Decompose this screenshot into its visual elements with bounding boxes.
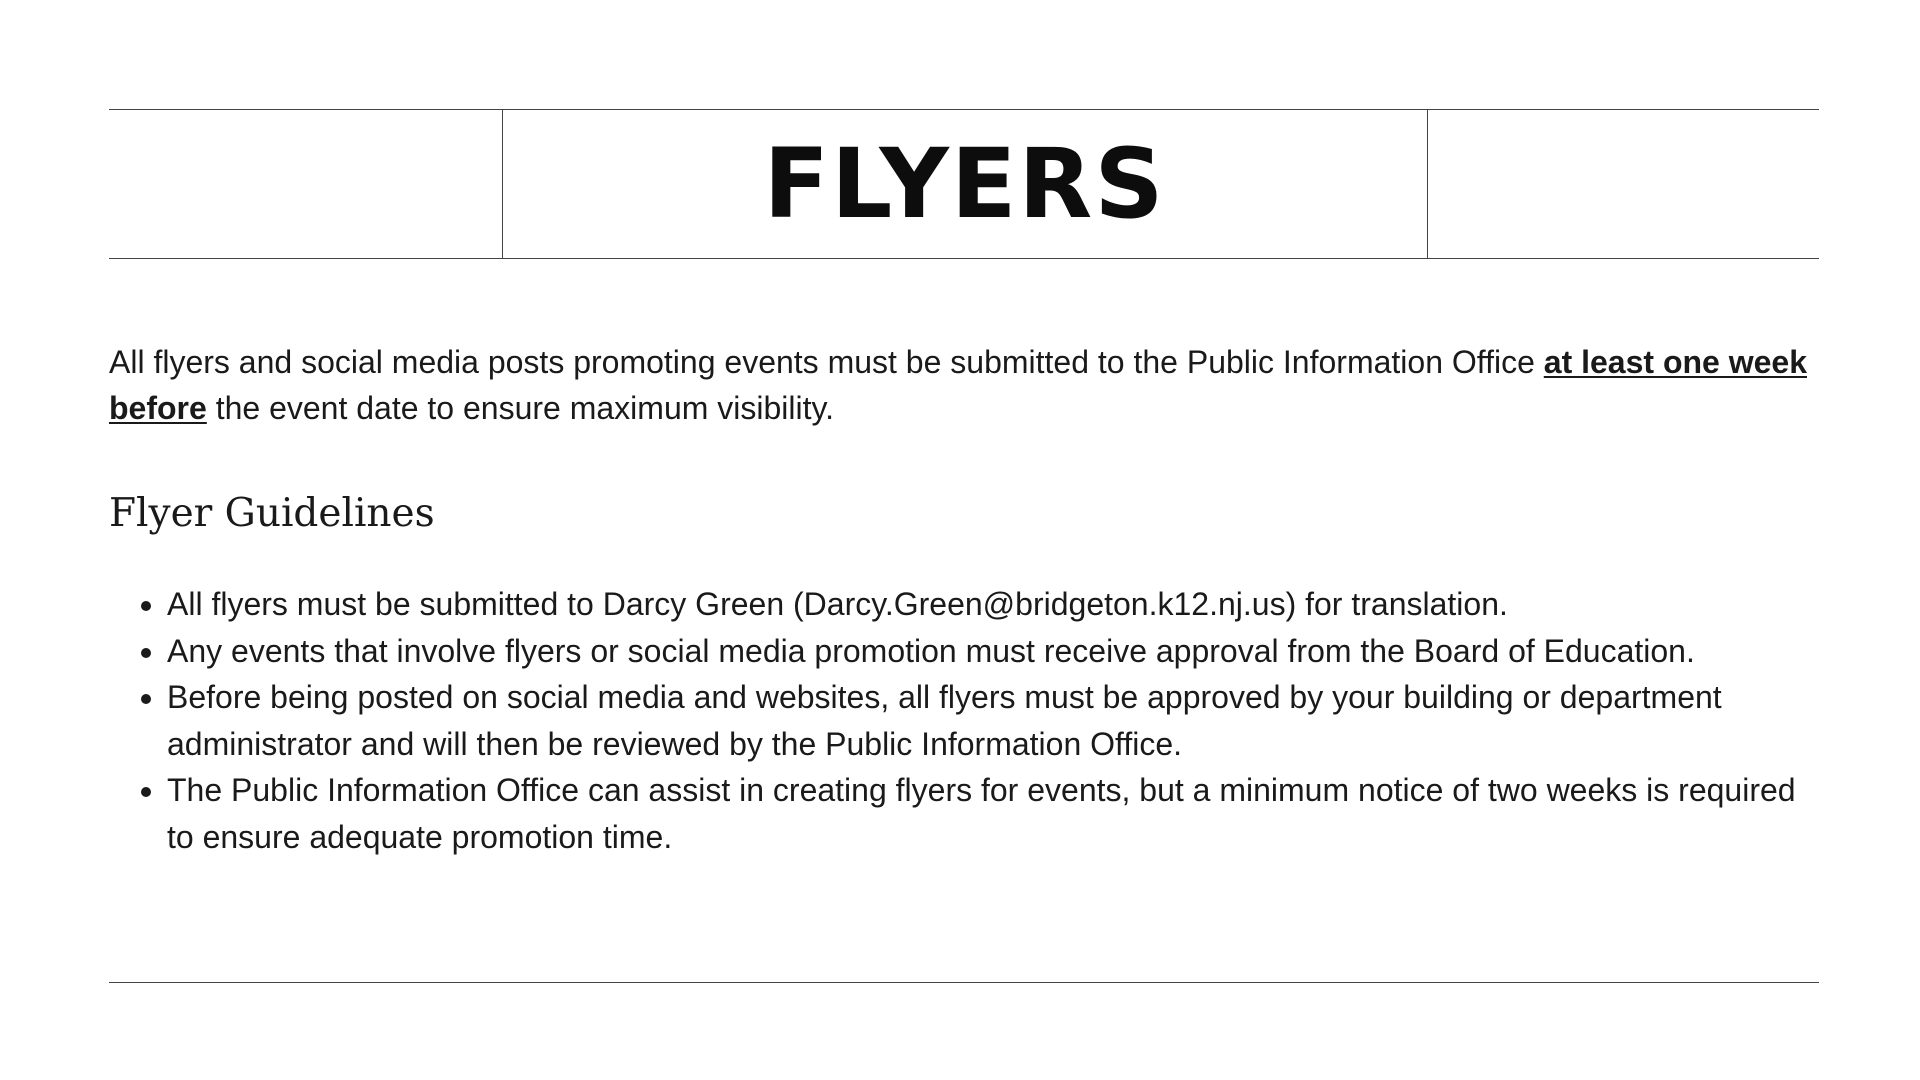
guideline-item: • Before being posted on social media and websites, all flyers must be approved by your building or department administrator and will then be reviewed by the Public Information Office. [167, 674, 1819, 767]
intro-paragraph [109, 339, 1819, 431]
page-title: FLYERS [763, 128, 1166, 240]
guideline-item: • All flyers must be submitted to Darcy Green (Darcy.Green@bridgeton.k12.nj.us) for translation. [167, 581, 1819, 628]
guideline-item: • Any events that involve flyers or social media promotion must receive approval from the Board of Education. [167, 628, 1819, 675]
bottom-divider [109, 982, 1819, 983]
title-banner [109, 109, 1819, 259]
document-page [109, 109, 1819, 860]
title-divider-right [1427, 110, 1428, 258]
guidelines-list [109, 581, 1819, 860]
intro-text-after: the event date to ensure maximum visibility. [206, 390, 835, 426]
intro-deadline-emphasis: at least one week before [109, 344, 1807, 426]
guideline-item: • The Public Information Office can assist in creating flyers for events, but a minimum notice of two weeks is required to ensure adequate promotion time. [167, 767, 1819, 860]
intro-text-before: All flyers and social media posts promoting events must be submitted to the Public Information Office [109, 344, 1544, 380]
section-heading-flyer-guidelines: Flyer Guidelines [109, 491, 435, 536]
